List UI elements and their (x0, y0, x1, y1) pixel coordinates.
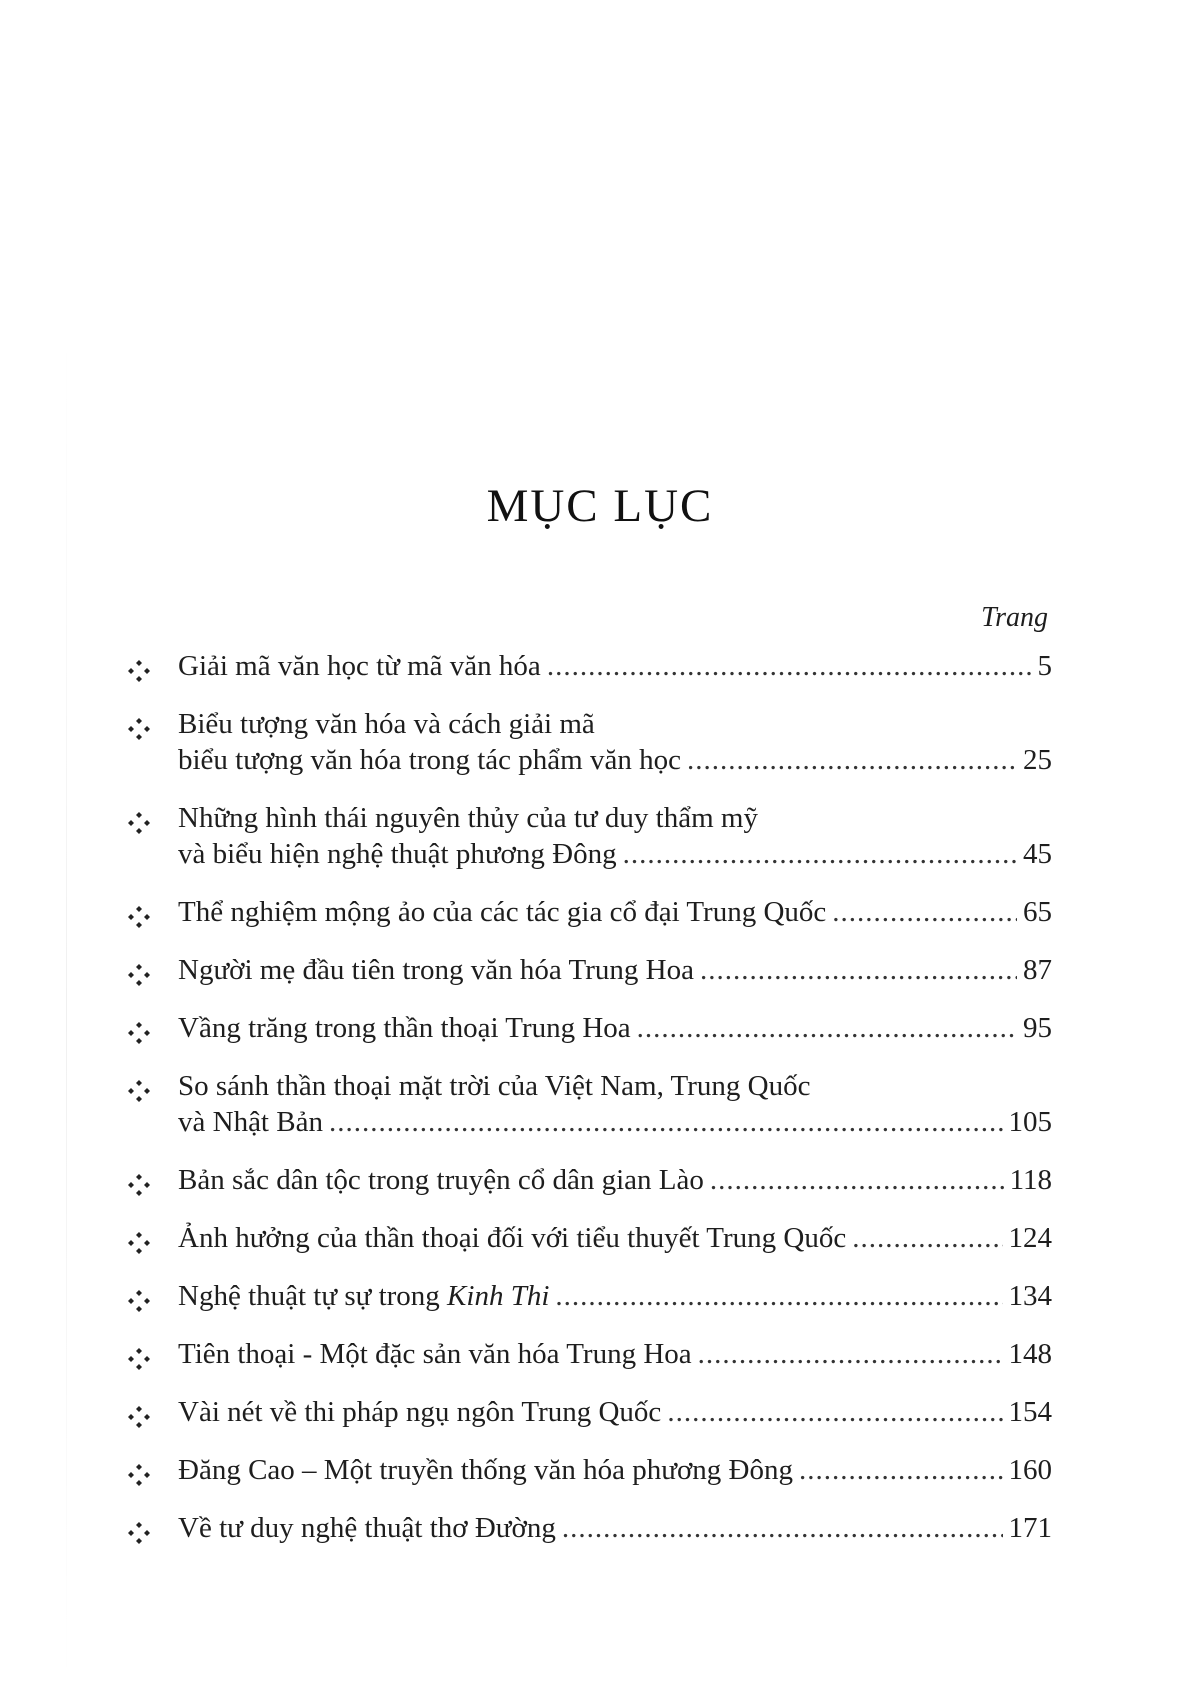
toc-entry (128, 1220, 1052, 1256)
diamond-bullet-icon (128, 1464, 150, 1486)
toc-page-number: 87 (1023, 954, 1052, 986)
toc-entry-title-continued: và biểu hiện nghệ thuật phương Đông (178, 838, 617, 870)
toc-page-number: 45 (1023, 838, 1052, 870)
diamond-bullet-icon (128, 906, 150, 928)
diamond-bullet-icon (128, 1174, 150, 1196)
toc-entry-title-continued: và Nhật Bản (178, 1106, 323, 1138)
toc-entry-italic-title: Kinh Thi (447, 1280, 550, 1312)
toc-entry-title: Tiên thoại - Một đặc sản văn hóa Trung Hoa (178, 1338, 692, 1370)
diamond-bullet-icon (128, 1348, 150, 1370)
dot-leader (799, 1452, 1002, 1488)
dot-leader (710, 1162, 1004, 1198)
toc-entry (128, 1452, 1052, 1488)
toc-entry (128, 1278, 1052, 1314)
toc-entry-title: Nghệ thuật tự sự trong (178, 1280, 448, 1312)
diamond-bullet-icon (128, 1080, 150, 1102)
toc-entry-title-continued: biểu tượng văn hóa trong tác phẩm văn học (178, 744, 681, 776)
toc-entry (128, 952, 1052, 988)
toc-entry (128, 1068, 1052, 1140)
toc-entry-title: Vài nét về thi pháp ngụ ngôn Trung Quốc (178, 1396, 662, 1428)
toc-entry (128, 1162, 1052, 1198)
toc-entry-title: Thể nghiệm mộng ảo của các tác gia cổ đại Trung Quốc (178, 896, 827, 928)
toc-entry-title: Bản sắc dân tộc trong truyện cổ dân gian Lào (178, 1164, 704, 1196)
toc-entry (128, 706, 1052, 778)
dot-leader (547, 648, 1032, 684)
toc-entry-title: Đăng Cao – Một truyền thống văn hóa phương Đông (178, 1454, 794, 1486)
toc-entry (128, 1010, 1052, 1046)
toc-page-number: 65 (1023, 896, 1052, 928)
toc-entry-title: Người mẹ đầu tiên trong văn hóa Trung Hoa (178, 954, 694, 986)
diamond-bullet-icon (128, 1522, 150, 1544)
toc-entry (128, 648, 1052, 684)
diamond-bullet-icon (128, 1232, 150, 1254)
toc-page-number: 105 (1008, 1106, 1052, 1138)
toc-entry-title: Ảnh hưởng của thần thoại đối với tiểu thuyết Trung Quốc (178, 1222, 847, 1254)
toc-entry (128, 894, 1052, 930)
toc-entry-title: Những hình thái nguyên thủy của tư duy thẩm mỹ (178, 802, 758, 834)
toc-page-number: 171 (1008, 1512, 1052, 1544)
dot-leader (700, 952, 1017, 988)
page-column-label: Trang (981, 602, 1048, 633)
dot-leader (329, 1104, 1003, 1140)
diamond-bullet-icon (128, 1290, 150, 1312)
table-of-contents (128, 648, 1052, 1568)
diamond-bullet-icon (128, 812, 150, 834)
dot-leader (562, 1510, 1003, 1546)
toc-page-number: 160 (1008, 1454, 1052, 1486)
toc-page-number: 148 (1008, 1338, 1052, 1370)
dot-leader (698, 1336, 1003, 1372)
toc-page-number: 134 (1008, 1280, 1052, 1312)
diamond-bullet-icon (128, 1406, 150, 1428)
toc-page-number: 118 (1009, 1164, 1052, 1196)
diamond-bullet-icon (128, 660, 150, 682)
toc-page-number: 124 (1008, 1222, 1052, 1254)
dot-leader (667, 1394, 1002, 1430)
dot-leader (832, 894, 1017, 930)
diamond-bullet-icon (128, 964, 150, 986)
dot-leader (852, 1220, 1002, 1256)
toc-page-number: 95 (1023, 1012, 1052, 1044)
diamond-bullet-icon (128, 1022, 150, 1044)
toc-entry (128, 1336, 1052, 1372)
dot-leader (555, 1278, 1002, 1314)
diamond-bullet-icon (128, 718, 150, 740)
toc-page-number: 5 (1037, 650, 1052, 682)
toc-entry-title: Vầng trăng trong thần thoại Trung Hoa (178, 1012, 631, 1044)
toc-entry-title: Biểu tượng văn hóa và cách giải mã (178, 708, 595, 740)
page-edge-shadow (66, 330, 67, 1690)
dot-leader (637, 1010, 1017, 1046)
dot-leader (687, 742, 1017, 778)
toc-page-number: 25 (1023, 744, 1052, 776)
page-title: MỤC LỤC (486, 480, 714, 532)
toc-entry (128, 1394, 1052, 1430)
toc-entry (128, 800, 1052, 872)
dot-leader (623, 836, 1017, 872)
toc-entry (128, 1510, 1052, 1546)
toc-entry-title: Giải mã văn học từ mã văn hóa (178, 650, 541, 682)
toc-entry-title: Về tư duy nghệ thuật thơ Đường (178, 1512, 556, 1544)
toc-page-number: 154 (1008, 1396, 1052, 1428)
toc-entry-title: So sánh thần thoại mặt trời của Việt Nam, Trung Quốc (178, 1070, 811, 1102)
